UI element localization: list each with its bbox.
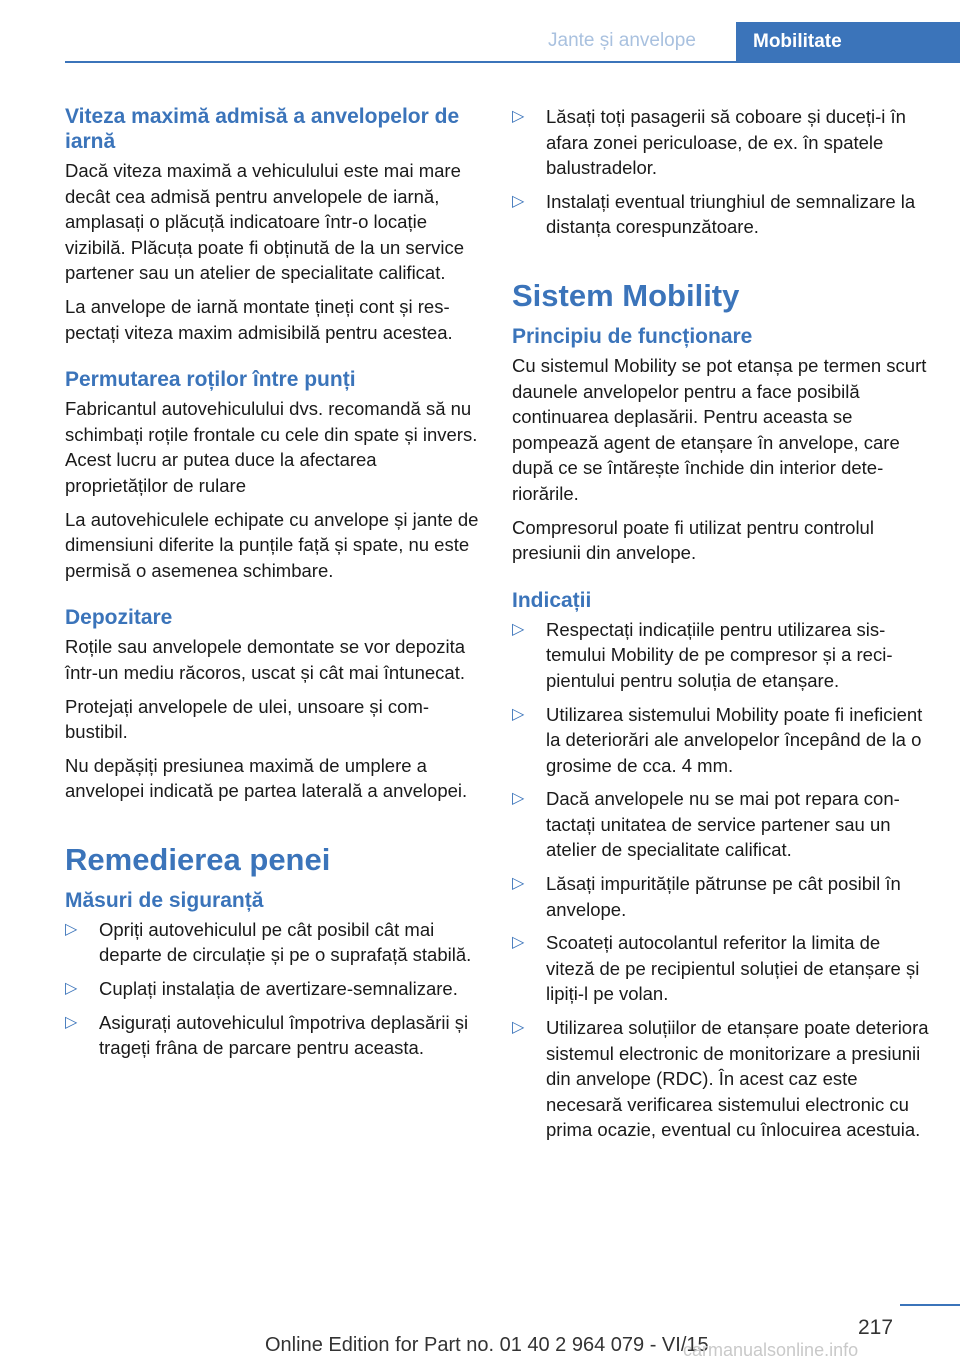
list-item xyxy=(512,930,932,1007)
heading-puncture-repair: Remedierea penei xyxy=(65,841,331,877)
paragraph: Compresorul poate fi utilizat pentru controlul presiunii din anvelope. xyxy=(512,516,874,564)
triangle-bullet-icon: ▷ xyxy=(512,192,525,210)
list-item-text: Respectați indicațiile pentru utilizarea sistemului Mobility de pe compresor și a recipientului pentru soluția de etanșare. xyxy=(546,618,893,691)
list-item xyxy=(512,702,932,779)
header-chapter-tab: Mobilitate xyxy=(736,22,960,63)
list-item-text: Dacă anvelopele nu se mai pot repara contactați unitatea de service partener sau un atelier de specialitate calificat. xyxy=(546,788,900,861)
triangle-bullet-icon: ▷ xyxy=(512,1019,525,1037)
heading-safety-measures: Măsuri de siguranță xyxy=(65,888,264,912)
list-item-text: Opriți autovehiculul pe cât posibil cât mai departe de circulație și pe o suprafață stabilă. xyxy=(99,918,472,966)
notes-list xyxy=(512,617,932,1143)
paragraph: Nu depășiți presiunea maximă de umplere a anvelopei indicată pe partea laterală a anvelopei. xyxy=(65,754,468,802)
watermark: carmanualsonline.info xyxy=(683,1340,859,1360)
list-item-text: Scoateți autocolantul referitor la limita de viteză de pe recipientul soluției de etanșare și lipiți-l pe volan. xyxy=(546,932,920,1005)
triangle-bullet-icon: ▷ xyxy=(512,875,525,893)
paragraph: Protejați anvelopele de ulei, unsoare și combustibil. xyxy=(65,695,430,743)
safety-list xyxy=(65,917,481,1061)
triangle-bullet-icon: ▷ xyxy=(65,920,78,938)
right-column xyxy=(512,104,932,1151)
edition-footer: Online Edition for Part no. 01 40 2 964 079 - VI/15 xyxy=(265,1334,709,1356)
heading-wheel-rotation: Permutarea roților între punți xyxy=(65,368,356,392)
header-section-title: Jante și anvelope xyxy=(548,30,696,51)
list-item xyxy=(65,1010,481,1061)
list-item-text: Utilizarea soluțiilor de etanșare poate deteriora sistemul electronic de monitorizare a presiunii din anvelope (RDC). În acest caz este necesară verificarea sistemului electronic cu prima ocazie, eventual cu înlocuirea acestuia. xyxy=(546,1017,929,1141)
paragraph: Cu sistemul Mobility se pot etanșa pe termen scurt daunele anvelopelor pentru a face posibilă continuarea deplasării. Pentru aceasta se pompează agent de etanșare în anvelope, care după ce se întărește închide din interior deteriorările. xyxy=(512,354,927,504)
list-item xyxy=(512,617,932,694)
heading-notes: Indicații xyxy=(512,588,592,612)
heading-winter-tire-speed: Viteza maximă admisă a anvelopelor de iarnă xyxy=(65,105,460,153)
paragraph: La anvelope de iarnă montate țineți cont și respectați viteza maxim admisibilă pentru acestea. xyxy=(65,295,453,343)
paragraph: Roțile sau anvelopele demontate se vor depozita într-un mediu răcoros, uscat și cât mai întunecat. xyxy=(65,636,466,683)
triangle-bullet-icon: ▷ xyxy=(512,108,525,125)
list-item xyxy=(512,1015,932,1143)
heading-operating-principle: Principiu de funcționare xyxy=(512,324,753,348)
list-item xyxy=(512,104,932,181)
list-item-text: Utilizarea sistemului Mobility poate fi ineficient la deteriorări ale anvelopelor începând de la o grosime de cca. 4 mm. xyxy=(546,703,923,776)
page-number: 217 xyxy=(858,1316,894,1339)
list-item-text: Asigurați autovehiculul împotriva deplasării și trageți frâna de parcare pentru aceasta. xyxy=(99,1011,469,1059)
triangle-bullet-icon: ▷ xyxy=(512,790,525,808)
paragraph: La autovehiculele echipate cu anvelope și jante de dimensiuni diferite la punțile față și spate, nu este permisă o asemenea schimbare. xyxy=(65,508,479,581)
list-item xyxy=(512,189,932,240)
paragraph: Fabricantul autovehiculului dvs. recomandă să nu schimbați roțile frontale cu cele din spate și invers. Acest lucru ar putea duce la afectarea proprietăților de rulare xyxy=(65,398,478,496)
paragraph: Dacă viteza maximă a vehiculului este mai mare decât cea admisă pentru anvelopele de iarnă, amplasați o plăcuță indicatoare într-o locație vizibilă. Plăcuța poate fi obținută de la un service partener sau un atelier de specialitate calificat. xyxy=(65,160,465,284)
triangle-bullet-icon: ▷ xyxy=(65,1013,78,1031)
list-item-text: Lăsați impuritățile pătrunse pe cât posibil în anvelope. xyxy=(546,873,901,920)
heading-storage: Depozitare xyxy=(65,606,173,630)
list-item xyxy=(65,976,481,1002)
list-item-text: Lăsați toți pasagerii să coboare și duceți-i în afara zonei periculoase, de ex. în spatele balustradelor. xyxy=(546,106,906,179)
triangle-bullet-icon: ▷ xyxy=(65,980,78,998)
triangle-bullet-icon: ▷ xyxy=(512,620,525,638)
list-item-text: Instalați eventual triunghiul de semnalizare la distanța corespunzătoare. xyxy=(546,190,916,238)
list-item xyxy=(65,917,481,968)
triangle-bullet-icon: ▷ xyxy=(512,705,525,723)
safety-list-continued xyxy=(512,104,932,240)
list-item xyxy=(512,786,932,863)
footer-rule xyxy=(900,1304,960,1306)
list-item-text: Cuplați instalația de avertizare-semnalizare. xyxy=(99,978,458,1000)
triangle-bullet-icon: ▷ xyxy=(512,934,525,952)
heading-mobility-system: Sistem Mobility xyxy=(512,277,740,313)
list-item xyxy=(512,871,932,922)
left-column xyxy=(65,104,481,1069)
